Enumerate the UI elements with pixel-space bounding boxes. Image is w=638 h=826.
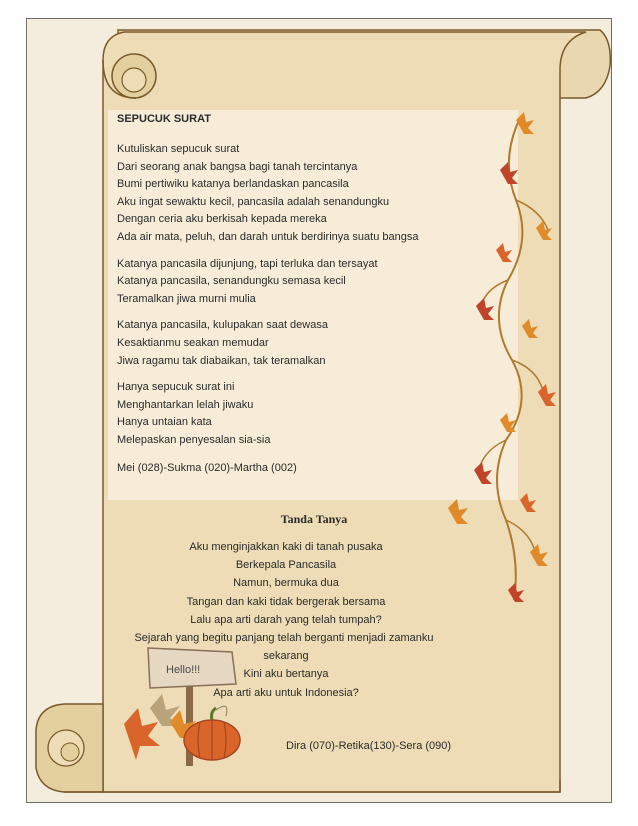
stanza (117, 317, 447, 370)
poem-line: Kesaktianmu seakan memudar (117, 336, 269, 349)
poem-line: Katanya pancasila, senandungku semasa kecil (117, 275, 346, 288)
poem-line: Tangan dan kaki tidak bergerak bersama (186, 595, 386, 608)
poem-line: Aku ingat sewaktu kecil, pancasila adalah senandungku (117, 195, 390, 208)
poem-authors: Mei (028)-Sukma (020)-Martha (002) (117, 461, 297, 474)
poem-line: Katanya pancasila dijunjung, tapi terluka dan tersayat (117, 257, 378, 270)
poem-line: Ada air mata, peluh, dan darah untuk berdirinya suatu bangsa (117, 230, 419, 243)
poem-title: SEPUCUK SURAT (117, 113, 211, 125)
poem-tanda-tanya (108, 538, 464, 702)
poem-line: Dengan ceria aku berkisah kepada mereka (117, 213, 327, 226)
poem-line: Berkepala Pancasila (235, 559, 337, 572)
poem-line: Melepaskan penyesalan sia-sia (117, 433, 271, 446)
poem-line: Lalu apa arti darah yang telah tumpah? (190, 613, 382, 626)
poem-line: Aku menginjakkan kaki di tanah pusaka (189, 541, 383, 553)
poem-title: Tanda Tanya (280, 512, 348, 526)
poem-line: Sejarah yang begitu panjang telah berganti menjadi zamanku (134, 632, 434, 645)
poem-line: Apa arti aku untuk Indonesia? (213, 686, 359, 699)
poem-line: Katanya pancasila, kulupakan saat dewasa (117, 319, 328, 332)
poem-line: Kini aku bertanya (243, 668, 329, 681)
poem-line: Dari seorang anak bangsa bagi tanah tercintanya (117, 160, 358, 173)
stanza (117, 379, 447, 449)
poem-line: sekarang (263, 650, 309, 663)
poem-line: Bumi pertiwiku katanya berlandaskan pancasila (117, 178, 349, 191)
poem-line: Jiwa ragamu tak diabaikan, tak teramalkan (117, 354, 326, 367)
poem-line: Hanya sepucuk surat ini (117, 381, 235, 394)
poem-line: Kutuliskan sepucuk surat (117, 143, 240, 155)
poem-sepucuk-surat (117, 113, 447, 477)
stanza (117, 141, 447, 247)
poem-line: Namun, bermuka dua (233, 577, 339, 590)
sign-text: Hello!!! (166, 664, 201, 676)
poem-authors: Dira (070)-Retika(130)-Sera (090) (286, 740, 452, 752)
poem-line: Hanya untaian kata (117, 416, 212, 429)
poem-line: Menghantarkan lelah jiwaku (117, 398, 254, 411)
stanza (117, 256, 447, 309)
poem-line: Teramalkan jiwa murni mulia (117, 292, 256, 305)
